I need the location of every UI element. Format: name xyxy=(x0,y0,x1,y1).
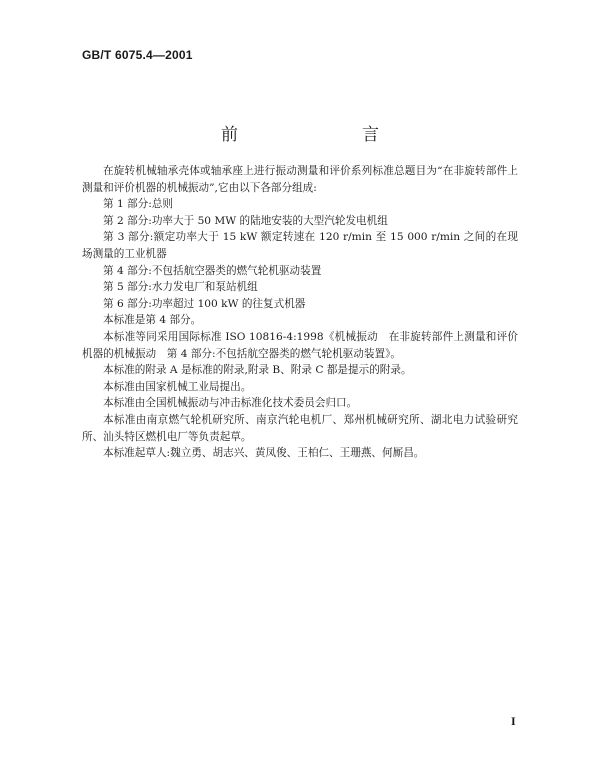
drafters-paragraph: 本标准起草人:魏立勇、胡志兴、黄凤俊、王柏仁、王珊燕、何厮昌。 xyxy=(103,447,425,460)
page-title: 前 言 xyxy=(221,125,409,145)
managed-by-paragraph: 本标准由全国机械振动与冲击标准化技术委员会归口。 xyxy=(103,397,358,410)
page-number: I xyxy=(511,714,516,728)
part-item-1: 第 1 部分:总则 xyxy=(103,198,174,211)
equivalence-paragraph: 本标准等同采用国际标准 ISO 10816-4:1998《机械振动 在非旋转部件上测量和评价机器的机械振动 第 4 部分:不包括航空器类的燃气轮机驱动装置》。 xyxy=(82,330,518,360)
proposed-by-paragraph: 本标准由国家机械工业局提出。 xyxy=(103,380,252,393)
foreword-body xyxy=(82,163,518,462)
part-item-3: 第 3 部分:额定功率大于 15 kW 额定转速在 120 r/min 至 15 000 r/min 之间的在现场测量的工业机器 xyxy=(82,231,518,260)
intro-paragraph: 在旋转机械轴承壳体或轴承座上进行振动测量和评价系列标准总题目为“在非旋转部件上测量和评价机器的机械振动”,它由以下各部分组成: xyxy=(82,165,518,194)
appendix-paragraph: 本标准的附录 A 是标准的附录,附录 B、附录 C 都是提示的附录。 xyxy=(103,364,412,377)
standard-code: GB/T 6075.4—2001 xyxy=(82,48,193,62)
part-item-4: 第 4 部分:不包括航空器类的燃气轮机驱动装置 xyxy=(103,264,322,277)
drafted-by-paragraph: 本标准由南京燃气轮机研究所、南京汽轮电机厂、郑州机械研究所、湖北电力试验研究所、汕头特区燃机电厂等负责起草。 xyxy=(82,413,518,443)
this-part-paragraph: 本标准是第 4 部分。 xyxy=(103,314,202,327)
part-item-2: 第 2 部分:功率大于 50 MW 的陆地安装的大型汽轮发电机组 xyxy=(103,214,388,227)
part-item-5: 第 5 部分:水力发电厂和泵站机组 xyxy=(103,281,258,294)
part-item-6: 第 6 部分:功率超过 100 kW 的往复式机器 xyxy=(103,297,306,310)
